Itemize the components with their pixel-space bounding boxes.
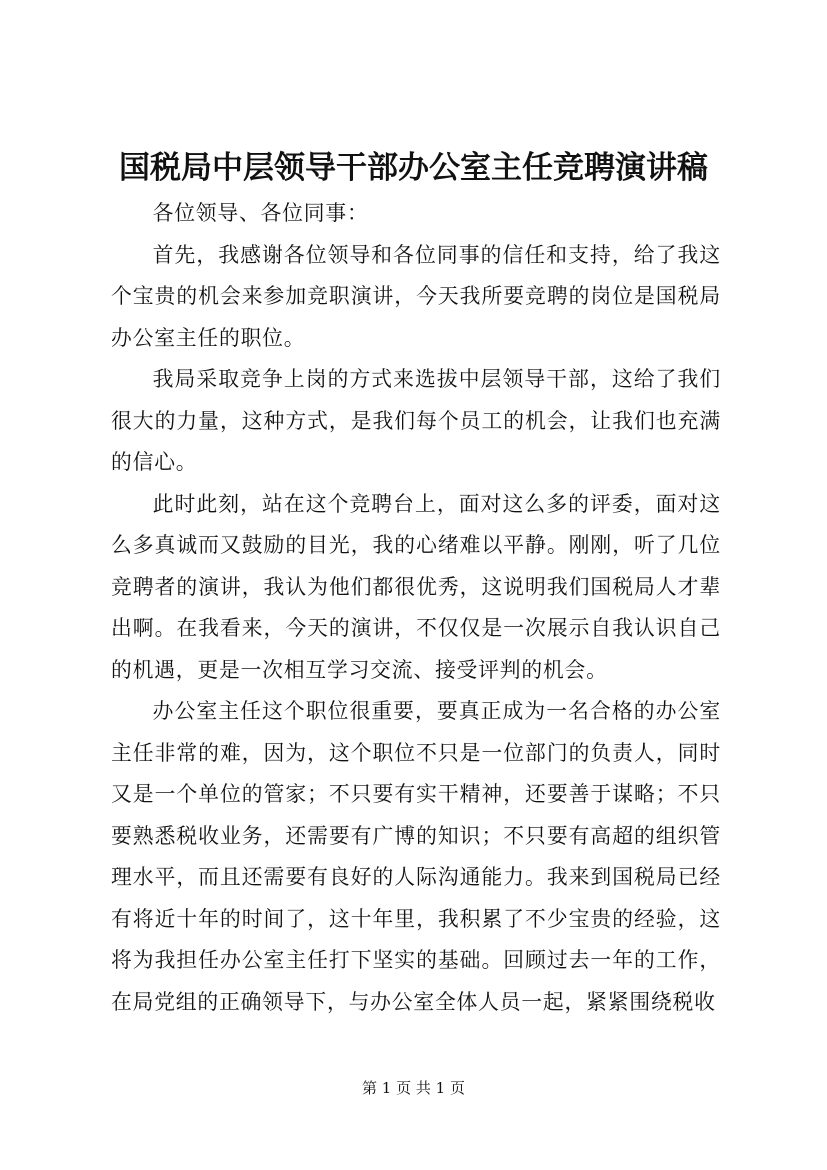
document-body [111, 193, 721, 1023]
paragraph-1: 首先，我感谢各位领导和各位同事的信任和支持，给了我这个宝贵的机会来参加竞职演讲，今天我所要竞聘的岗位是国税局办公室主任的职位。 [111, 242, 721, 350]
paragraph-salutation: 各位领导、各位同事： [152, 201, 369, 225]
page-footer: 第 1 页 共 1 页 [362, 1079, 465, 1097]
paragraph-3: 此时此刻，站在这个竞聘台上，面对这么多的评委，面对这么多真诚而又鼓励的目光，我的心绪难以平静。刚刚，听了几位竞聘者的演讲，我认为他们都很优秀，这说明我们国税局人才辈出啊。在我看来，今天的演讲，不仅仅是一次展示自我认识自己的机遇，更是一次相互学习交流、接受评判的机会。 [111, 491, 721, 682]
document-title: 国税局中层领导干部办公室主任竞聘演讲稿 [119, 150, 708, 186]
paragraph-4: 办公室主任这个职位很重要，要真正成为一名合格的办公室主任非常的难，因为，这个职位不只是一位部门的负责人，同时又是一个单位的管家；不只要有实干精神，还要善于谋略；不只要熟悉税收业务，还需要有广博的知识；不只要有高超的组织管理水平，而且还需要有良好的人际沟通能力。我来到国税局已经有将近十年的时间了，这十年里，我积累了不少宝贵的经验，这将为我担任办公室主任打下坚实的基础。回顾过去一年的工作，在局党组的正确领导下，与办公室全体人员一起，紧紧围绕税收 [111, 699, 721, 1014]
paragraph-2: 我局采取竞争上岗的方式来选拔中层领导干部，这给了我们很大的力量，这种方式，是我们每个员工的机会，让我们也充满的信心。 [111, 367, 721, 474]
